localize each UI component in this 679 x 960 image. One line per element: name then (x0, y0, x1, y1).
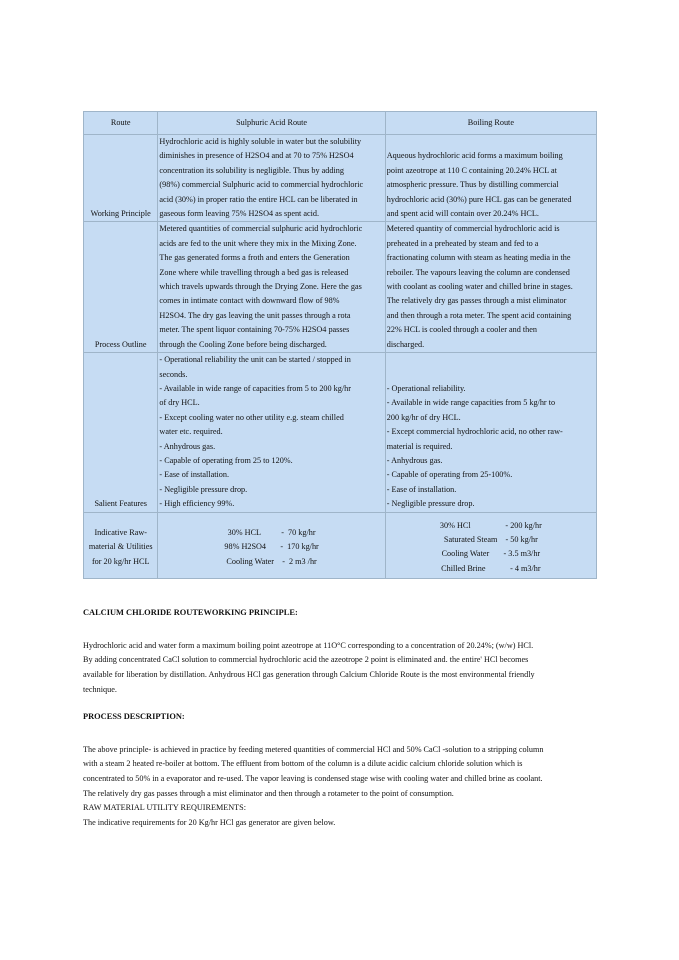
text-line: technique. (83, 684, 117, 694)
boiling-cell (385, 135, 596, 222)
text-line: Metered quantity of commercial hydrochloric acid is (386, 224, 560, 234)
calcium-chloride-section (83, 606, 597, 697)
text-line: Cooling Water - 3.5 m3/hr (441, 549, 541, 559)
text-line: fractionating column with steam as heating media in the (386, 253, 571, 263)
text-line: - Except cooling water no other utility e.g. steam chilled (159, 412, 344, 422)
text-line: 200 kg/hr of dry HCL. (386, 412, 461, 422)
text-line: The relatively dry gas passes through a mist eliminator and then through a rotameter to the point of consumption. (83, 788, 454, 798)
text-line: - Ease of installation. (386, 484, 457, 494)
text-line: meter. The spent liquor containing 70-75% H2SO4 passes (159, 325, 350, 335)
row-label (84, 512, 158, 579)
table-header-row (84, 112, 597, 135)
header-boiling-route: Boiling Route (385, 112, 596, 135)
text-line: - Ease of installation. (159, 470, 229, 480)
text-line: material is required. (386, 441, 453, 451)
raw-material-text: The indicative requirements for 20 Kg/hr HCl gas generator are given below. (83, 817, 336, 827)
process-description-heading: PROCESS DESCRIPTION: (83, 712, 185, 722)
text-line: material & Utilities (88, 542, 153, 552)
text-line: with a steam 2 heated re-boiler at bottom. The effluent from bottom of the column is a dilute acidic calcium chloride solution which is (83, 759, 523, 769)
text-line: and then through a rota meter. The spent acid containing (386, 310, 572, 320)
text-line: concentrated to 50% in a evaporator and re-used. The vapor leaving is condensed stage wise with cooling water and chilled brine as coolant. (83, 773, 543, 783)
text-line: - Available in wide range capacities from 5 kg/hr to (386, 398, 556, 408)
text-line: Saturated Steam - 50 kg/hr (443, 534, 538, 544)
text-line: - Anhydrous gas. (386, 455, 443, 465)
text-line: By adding concentrated CaCl solution to commercial hydrochloric acid the azeotrope 2 point is eliminated and. the entire' HCl becomes (83, 655, 529, 665)
text-line: 22% HCL is cooled through a cooler and then (386, 325, 537, 335)
text-line: - Negligible pressure drop. (386, 499, 475, 509)
text-line: reboiler. The vapours leaving the column are condensed (386, 267, 570, 277)
text-line: atmospheric pressure. Thus by distilling commercial (386, 180, 559, 190)
text-line: H2SO4. The dry gas leaving the unit passes through a rota (159, 310, 351, 320)
header-sulphuric-route: Sulphuric Acid Route (158, 112, 385, 135)
text-line: Metered quantities of commercial sulphuric acid hydrochloric (159, 224, 363, 234)
text-line: concentration its solubility is negligible. Thus by adding (159, 165, 344, 175)
text-line: point azeotrope at 110 C containing 20.24% HCL at (386, 165, 557, 175)
sulphuric-cell (158, 353, 385, 512)
row-utilities (84, 512, 597, 579)
sulphuric-cell (158, 222, 385, 353)
text-line: - Operational reliability the unit can be started / stopped in (159, 355, 351, 365)
row-label: Process Outline (84, 222, 158, 353)
text-line: Hydrochloric acid is highly soluble in water but the solubility (159, 137, 362, 146)
text-line: - Capable of operating from 25-100%. (386, 470, 513, 480)
text-line: The relatively dry gas passes through a mist eliminator (386, 296, 567, 306)
text-line: preheated in a preheated by steam and fed to a (386, 238, 539, 248)
row-label: Working Principle (84, 135, 158, 222)
calcium-chloride-heading: CALCIUM CHLORIDE ROUTEWORKING PRINCIPLE: (83, 608, 298, 618)
boiling-utilities-cell (385, 512, 596, 579)
row-working-principle (84, 135, 597, 222)
row-label: Salient Features (84, 353, 158, 512)
boiling-cell (385, 222, 596, 353)
text-line: Cooling Water - 2 m3 /hr (226, 556, 317, 566)
boiling-cell (385, 353, 596, 512)
text-line: through the Cooling Zone before being discharged. (159, 339, 327, 349)
text-line: - Negligible pressure drop. (159, 484, 248, 494)
text-line: - Anhydrous gas. (159, 441, 216, 451)
text-line: - Capable of operating from 25 to 120%. (159, 455, 293, 465)
text-line: hydrochloric acid (30%) pure HCL gas can be generated (386, 194, 572, 204)
raw-material-heading: RAW MATERIAL UTILITY REQUIREMENTS: (83, 803, 246, 813)
text-line: comes in intimate contact with downward flow of 98% (159, 296, 340, 306)
text-line: water etc. required. (159, 427, 223, 437)
document-page (83, 111, 597, 830)
text-line: - Except commercial hydrochloric acid, no other raw- (386, 427, 563, 437)
sulphuric-utilities-cell (158, 512, 385, 579)
header-route: Route (84, 112, 158, 135)
text-line: diminishes in presence of H2SO4 and at 70 to 75% H2SO4 (159, 151, 354, 161)
row-salient-features (84, 353, 597, 512)
text-line: - High efficiency 99%. (159, 499, 235, 509)
text-line: The gas generated forms a froth and enters the Generation (159, 253, 350, 263)
text-line: discharged. (386, 339, 425, 349)
text-line: Zone where while travelling through a bed gas is released (159, 267, 349, 277)
text-line: (98%) commercial Sulphuric acid to commercial hydrochloric (159, 180, 364, 190)
route-comparison-table (83, 111, 597, 579)
text-line: 30% HCl - 200 kg/hr (439, 520, 542, 530)
text-line: and spent acid will contain over 20.24% HCL. (386, 209, 539, 219)
text-line: which travels upwards through the Drying Zone. Here the gas (159, 282, 362, 292)
text-line: The above principle- is achieved in practice by feeding metered quantities of commercial HCl and 50% CaCl -solution to a stripping column (83, 744, 544, 754)
text-line: - Operational reliability. (386, 383, 466, 393)
text-line: for 20 kg/hr HCL (91, 556, 150, 566)
text-line: Aqueous hydrochloric acid forms a maximum boiling (386, 151, 563, 161)
process-description-paragraph (83, 743, 597, 801)
text-line: with coolant as cooling water and chilled brine in stages. (386, 282, 573, 292)
text-line: acids are fed to the unit where they mix in the Mixing Zone. (159, 238, 357, 248)
calcium-chloride-paragraph (83, 639, 597, 697)
sulphuric-cell (158, 135, 385, 222)
text-line: seconds. (159, 369, 188, 379)
row-process-outline (84, 222, 597, 353)
text-line: - Available in wide range of capacities from 5 to 200 kg/hr (159, 383, 351, 393)
text-line: available for liberation by distillation. Anhydrous HCl gas generation through Calcium Chloride Route is the most environmental friendly (83, 669, 535, 679)
text-line: 30% HCL - 70 kg/hr (227, 527, 316, 537)
text-line: Hydrochloric acid and water form a maximum boiling point azeotrope at 11O°C corresponding to a concentration of 20.24%; (w/w) HCl. (83, 640, 534, 650)
text-line: acid (30%) in proper ratio the entire HCL can be liberated in (159, 194, 358, 204)
text-line: gaseous form leaving 75% H2SO4 as spent acid. (159, 209, 320, 219)
process-description-section (83, 710, 597, 830)
text-line: Indicative Raw- (94, 527, 147, 537)
text-line: 98% H2SO4 - 170 kg/hr (224, 542, 319, 552)
text-line: Chilled Brine - 4 m3/hr (441, 563, 541, 573)
text-line: of dry HCL. (159, 398, 200, 408)
